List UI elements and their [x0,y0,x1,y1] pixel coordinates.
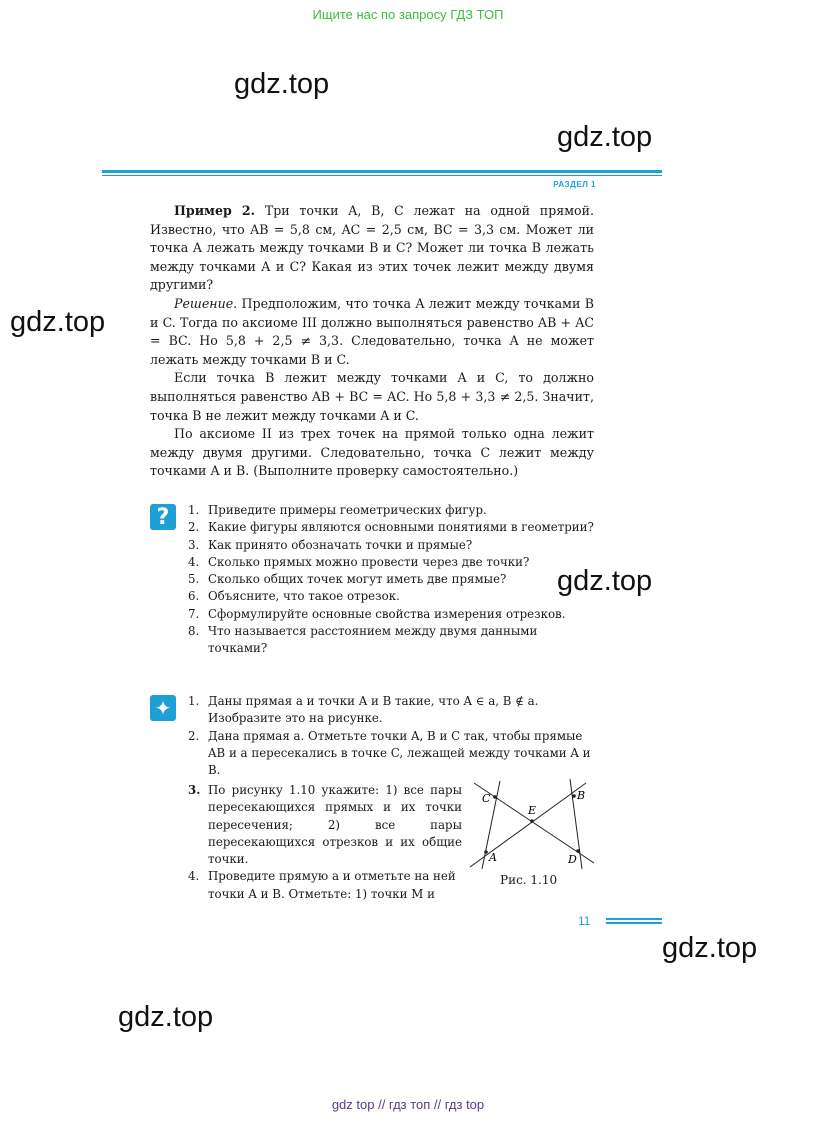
watermark: gdz.top [10,306,106,338]
list-item: 7. Сформулируйте основные свойства измерения отрезков. [188,606,566,621]
watermark: gdz.top [557,121,653,153]
figure-caption: Рис. 1.10 [500,873,558,887]
watermark: gdz.top [234,68,330,100]
solution-p1: Предположим, что точка A лежит между точками B и C. Тогда по аксиоме III должно выполняться равенство AB + AC = BC. Но 5,8 + 2,5 ≠ 3,3. Следовательно, точка A не может лежать между точками B и C. [150,295,594,367]
solution-p3: По аксиоме II из трех точек на прямой только одна лежит между двумя другими. Следовательно, точка C лежит между точками A и B. (Выполните проверку самостоятельно.) [150,426,594,479]
header-rule-thin [102,175,662,176]
list-item: 1. Даны прямая a и точки A и B такие, что A ∈ a, B ∉ a. Изобразите это на рисунке. [188,694,539,726]
list-item: 2. Дана прямая a. Отметьте точки A, B и C так, чтобы прямые AB и a пересекались в точке C, лежащей между точками A и B. [188,728,591,778]
question-icon: ? [150,504,176,530]
figure-1-10 [466,775,598,871]
questions-list [188,502,598,658]
list-item: 2. Какие фигуры являются основными понятиями в геометрии? [188,520,594,535]
task-star-icon: ✦ [150,695,176,721]
label-e: E [528,804,537,817]
tasks-list-top [188,693,598,779]
footer-rule-2 [606,922,662,924]
tasks-list-bottom [188,782,462,903]
label-a: A [489,851,497,864]
example-title: Пример 2. [174,203,256,218]
watermark: gdz.top [118,1001,214,1033]
solution-label: Решение. [174,295,238,311]
list-item: 3. По рисунку 1.10 укажите: 1) все пары пересекающихся прямых и их точки пересечения; 2) все пары пересекающихся отрезков и их общие точки. [188,783,462,867]
top-banner[interactable]: Ищите нас по запросу ГДЗ ТОП [312,7,504,22]
list-item: 3. Как принято обозначать точки и прямые? [188,537,473,552]
list-item: 5. Сколько общих точек могут иметь две прямые? [188,572,507,587]
example-text: Три точки A, B, C лежат на одной прямой. Известно, что AB = 5,8 см, AC = 2,5 см, BC = 3,3 см. Может ли точка A лежать между точками B и C? Может ли точка B лежать между точками A и C? Какая из этих точек лежит между двумя другими? [150,203,594,293]
label-c: C [482,792,491,805]
footer-rule [606,918,662,920]
list-item: 1. Приведите примеры геометрических фигур. [188,503,487,517]
list-item: 4. Сколько прямых можно провести через две точки? [188,554,530,569]
bottom-banner[interactable]: gdz top // гдз топ // гдз top [331,1097,485,1112]
point-c [493,795,497,799]
solution-p2: Если точка B лежит между точками A и C, то должно выполняться равенство AB + BC = AC. Но 5,8 + 3,3 ≠ 2,5. Значит, точка B не лежит между точками A и C. [150,370,594,423]
watermark: gdz.top [557,565,653,597]
list-item: 8. Что называется расстоянием между двумя данными точками? [188,624,538,656]
list-item: 4. Проведите прямую a и отметьте на ней точки A и B. Отметьте: 1) точки M и [188,869,456,901]
section-label: РАЗДЕЛ 1 [553,180,596,189]
label-b: B [577,789,586,802]
point-b [572,794,576,798]
point-a [484,850,488,854]
example-block [150,202,594,481]
header-rule [102,170,662,173]
list-item: 6. Объясните, что такое отрезок. [188,589,400,604]
label-d: D [568,853,577,866]
watermark: gdz.top [662,932,758,964]
page-number: 11 [578,914,591,928]
point-e [530,819,534,823]
